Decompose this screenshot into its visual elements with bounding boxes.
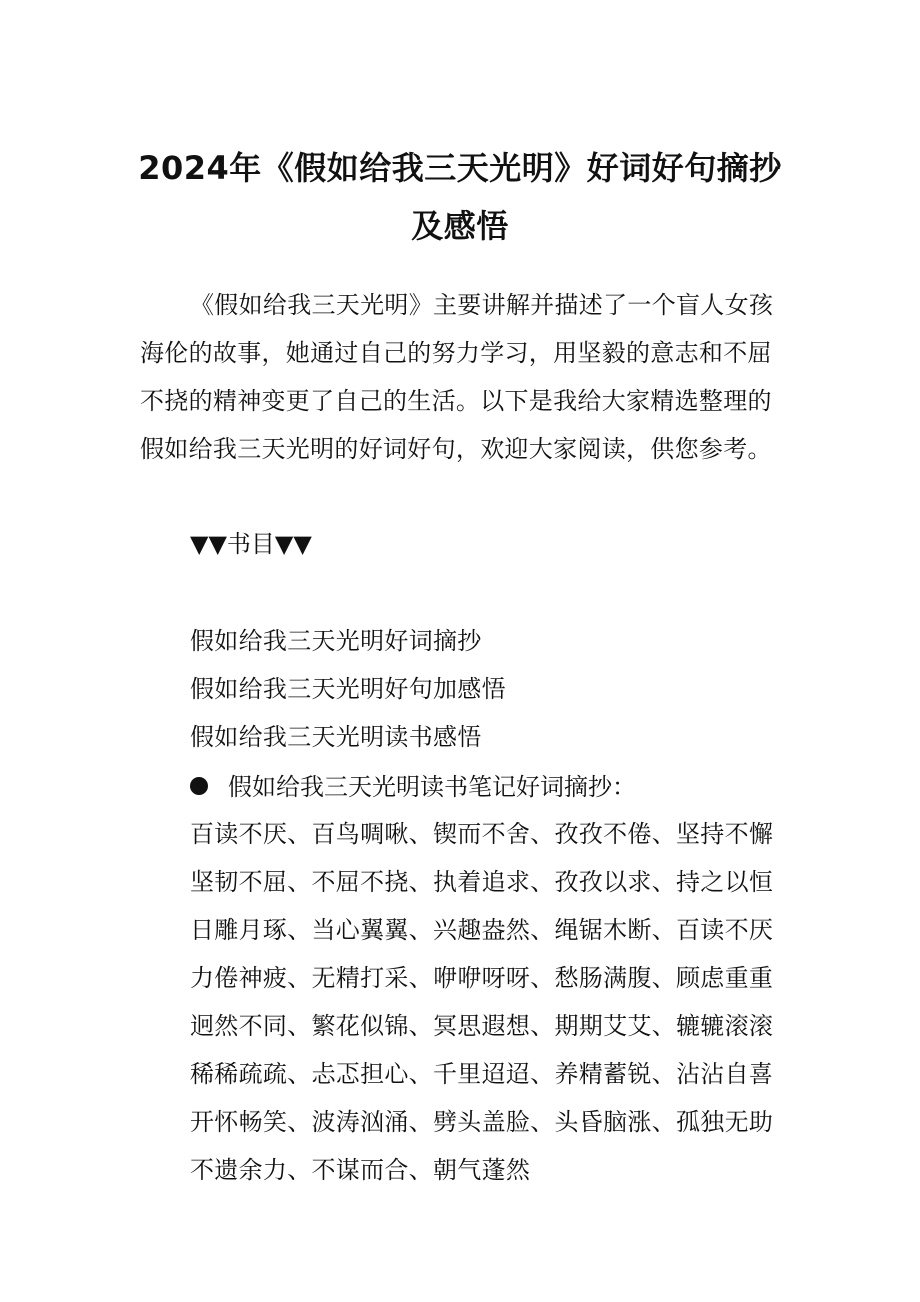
word-line-5: 迥然不同、繁花似锦、冥思遐想、期期艾艾、辘辘滚滚 (190, 1012, 774, 1040)
intro-line-1: 《假如给我三天光明》主要讲解并描述了一个盲人女孩 (190, 291, 774, 319)
intro-line-2: 海伦的故事，她通过自己的努力学习，用坚毅的意志和不屈 (140, 339, 772, 367)
toc-item-2: 假如给我三天光明好句加感悟 (190, 675, 506, 703)
intro-line-4: 假如给我三天光明的好词好句，欢迎大家阅读，供您参考。 (140, 435, 772, 463)
word-line-7: 开怀畅笑、波涛汹涌、劈头盖脸、头昏脑涨、孤独无助 (190, 1108, 774, 1136)
document-title-line-2: 及感悟 (411, 207, 509, 245)
word-line-4: 力倦神疲、无精打采、咿咿呀呀、愁肠满腹、顾虑重重 (190, 964, 774, 992)
bullet-icon (190, 777, 208, 795)
toc-item-3: 假如给我三天光明读书感悟 (190, 723, 482, 751)
toc-item-1: 假如给我三天光明好词摘抄 (190, 627, 482, 655)
section-heading-row (190, 771, 636, 803)
word-line-3: 日雕月琢、当心翼翼、兴趣盎然、绳锯木断、百读不厌 (190, 916, 774, 944)
toc-heading: ▼▼书目▼▼ (190, 530, 312, 558)
intro-line-3: 不挠的精神变更了自己的生活。以下是我给大家精选整理的 (140, 387, 772, 415)
word-line-6: 稀稀疏疏、忐忑担心、千里迢迢、养精蓄锐、沾沾自喜 (190, 1060, 774, 1088)
section-heading: 假如给我三天光明读书笔记好词摘抄： (228, 773, 636, 801)
word-line-1: 百读不厌、百鸟啁啾、锲而不舍、孜孜不倦、坚持不懈 (190, 820, 774, 848)
document-title-line-1: 2024年《假如给我三天光明》好词好句摘抄 (138, 149, 782, 187)
word-line-8: 不遗余力、不谋而合、朝气蓬然 (190, 1156, 531, 1184)
word-line-2: 坚韧不屈、不屈不挠、执着追求、孜孜以求、持之以恒 (190, 868, 774, 896)
